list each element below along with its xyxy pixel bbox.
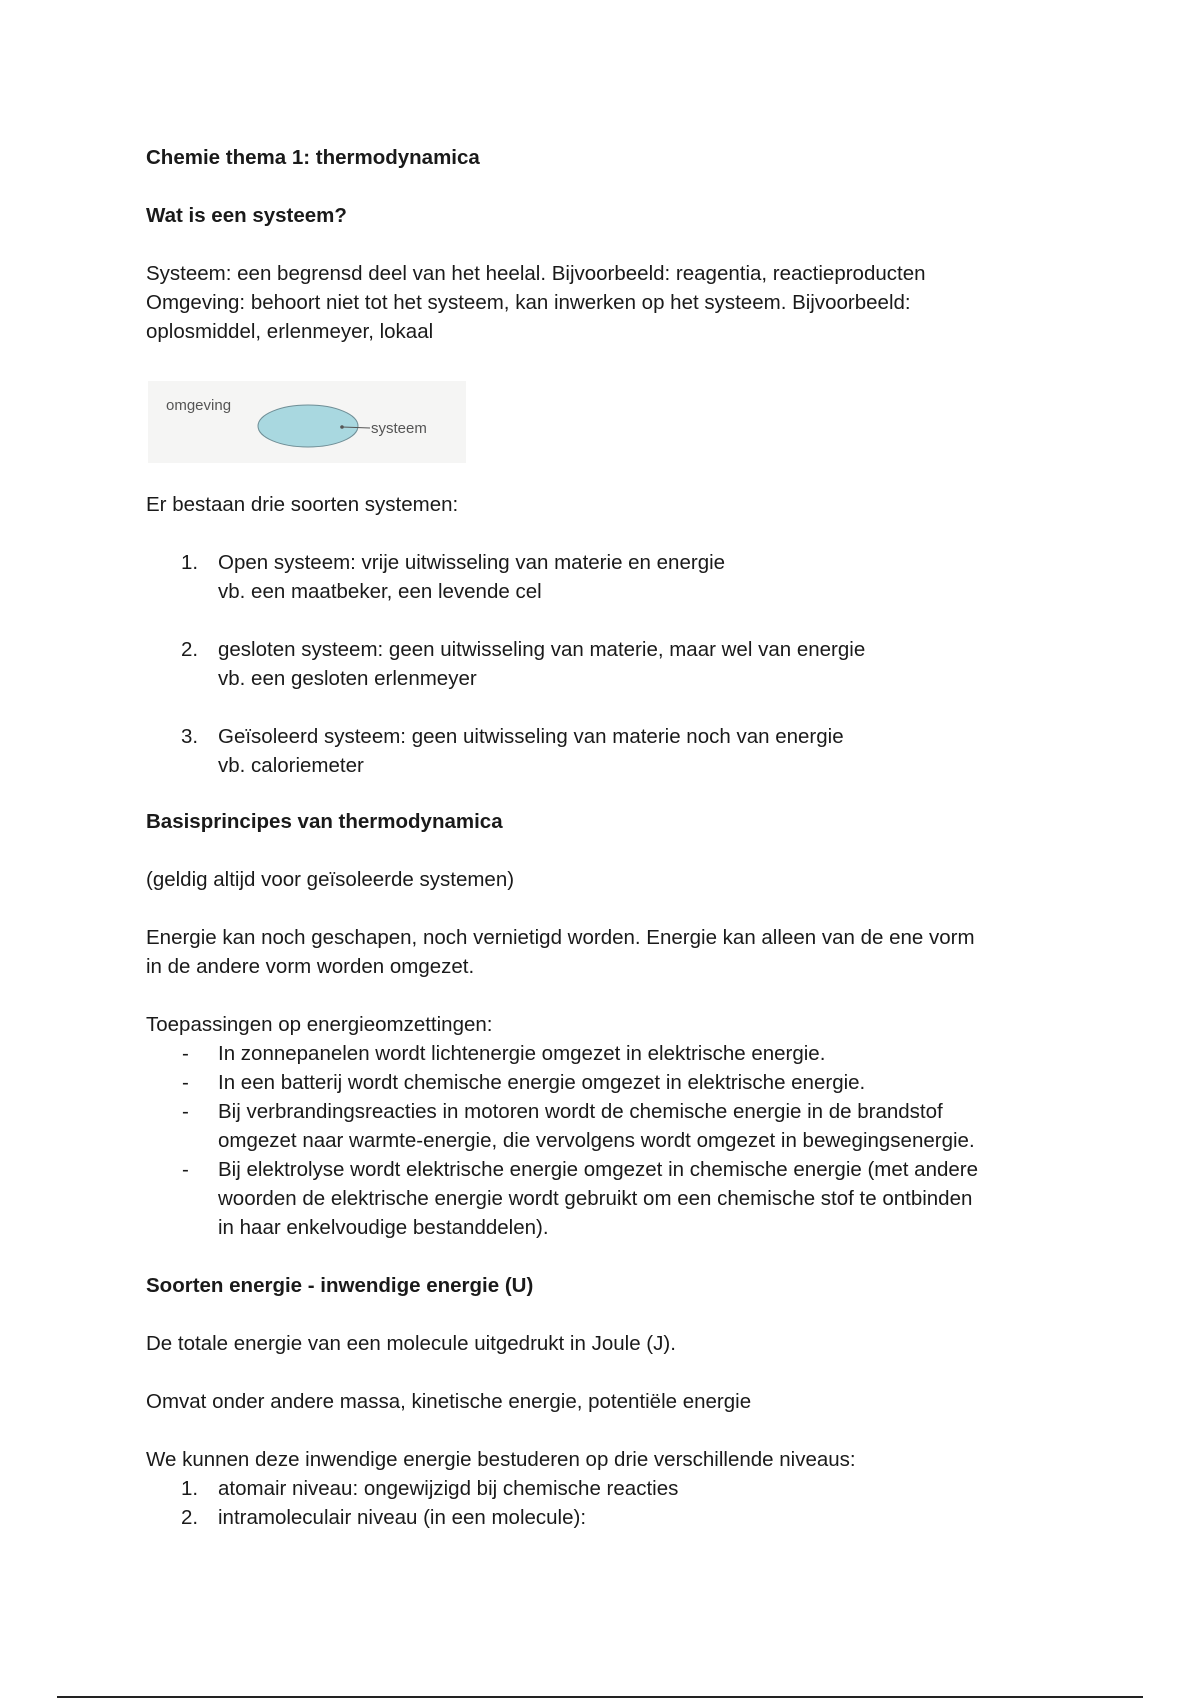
list-item [146,1097,1066,1155]
section-heading-internal-energy: Soorten energie - inwendige energie (U) [146,1274,534,1297]
list-item [146,722,1066,780]
list-item [146,635,1066,693]
document-page [146,143,1066,1532]
list-item [146,1503,1066,1532]
systems-list [146,548,1066,780]
system-label: systeem [371,420,427,437]
level-text: atomair niveau: ongewijzigd bij chemische reacties [218,1477,679,1500]
applications-intro: Toepassingen op energieomzettingen: [146,1013,493,1036]
applications-list [146,1039,1066,1242]
paragraph-line: oplosmiddel, erlenmeyer, lokaal [146,320,434,343]
section-heading-principles: Basisprincipes van thermodynamica [146,810,503,833]
bullet-dash: - [182,1158,189,1181]
list-item [146,1039,1066,1068]
bullet-line: woorden de elektrische energie wordt gebruikt om een chemische stof te ontbinden [218,1187,973,1210]
list-item [146,1474,1066,1503]
bullet-line: Bij elektrolyse wordt elektrische energie omgezet in chemische energie (met andere [218,1158,979,1181]
system-example-text: vb. een maatbeker, een levende cel [218,580,542,603]
principles-note: (geldig altijd voor geïsoleerde systemen) [146,868,515,891]
system-type-text: Geïsoleerd systeem: geen uitwisseling van materie noch van energie [218,725,844,748]
internal-energy-definition: De totale energie van een molecule uitgedrukt in Joule (J). [146,1332,676,1355]
list-item [146,548,1066,606]
list-number: 1. [181,1477,199,1500]
paragraph-line: in de andere vorm worden omgezet. [146,955,475,978]
internal-energy-components: Omvat onder andere massa, kinetische energie, potentiële energie [146,1390,752,1413]
system-pointer-dot [340,425,344,429]
list-number: 3. [181,725,199,748]
bullet-dash: - [182,1042,189,1065]
levels-intro: We kunnen deze inwendige energie bestuderen op drie verschillende niveaus: [146,1448,856,1471]
bullet-line: Bij verbrandingsreacties in motoren wordt de chemische energie in de brandstof [218,1100,943,1123]
page-bottom-rule [57,1696,1143,1698]
energy-conservation-paragraph [146,923,1066,981]
list-number: 2. [181,638,199,661]
bullet-line: In zonnepanelen wordt lichtenergie omgezet in elektrische energie. [218,1042,826,1065]
bullet-dash: - [182,1100,189,1123]
bullet-dash: - [182,1071,189,1094]
systems-intro: Er bestaan drie soorten systemen: [146,493,459,516]
bullet-line: In een batterij wordt chemische energie omgezet in elektrische energie. [218,1071,866,1094]
bullet-line: in haar enkelvoudige bestanddelen). [218,1216,549,1239]
paragraph-line: Omgeving: behoort niet tot het systeem, kan inwerken op het systeem. Bijvoorbeeld: [146,291,911,314]
document-title: Chemie thema 1: thermodynamica [146,146,480,169]
system-type-text: Open systeem: vrije uitwisseling van materie en energie [218,551,726,574]
paragraph-line: Energie kan noch geschapen, noch vernietigd worden. Energie kan alleen van de ene vorm [146,926,975,949]
levels-list [146,1474,1066,1532]
section-heading-system: Wat is een systeem? [146,204,347,227]
system-diagram-figure [148,381,466,463]
environment-label: omgeving [166,397,232,414]
bullet-line: omgezet naar warmte-energie, die vervolgens wordt omgezet in bewegingsenergie. [218,1129,975,1152]
system-example-text: vb. een gesloten erlenmeyer [218,667,477,690]
paragraph-line: Systeem: een begrensd deel van het heelal. Bijvoorbeeld: reagentia, reactieproducten [146,262,926,285]
system-definition-paragraph [146,259,1066,346]
list-item [146,1068,1066,1097]
level-text: intramoleculair niveau (in een molecule): [218,1506,587,1529]
system-example-text: vb. caloriemeter [218,754,364,777]
list-item [146,1155,1066,1242]
system-diagram [148,381,466,463]
system-type-text: gesloten systeem: geen uitwisseling van materie, maar wel van energie [218,638,866,661]
list-number: 2. [181,1506,199,1529]
list-number: 1. [181,551,199,574]
